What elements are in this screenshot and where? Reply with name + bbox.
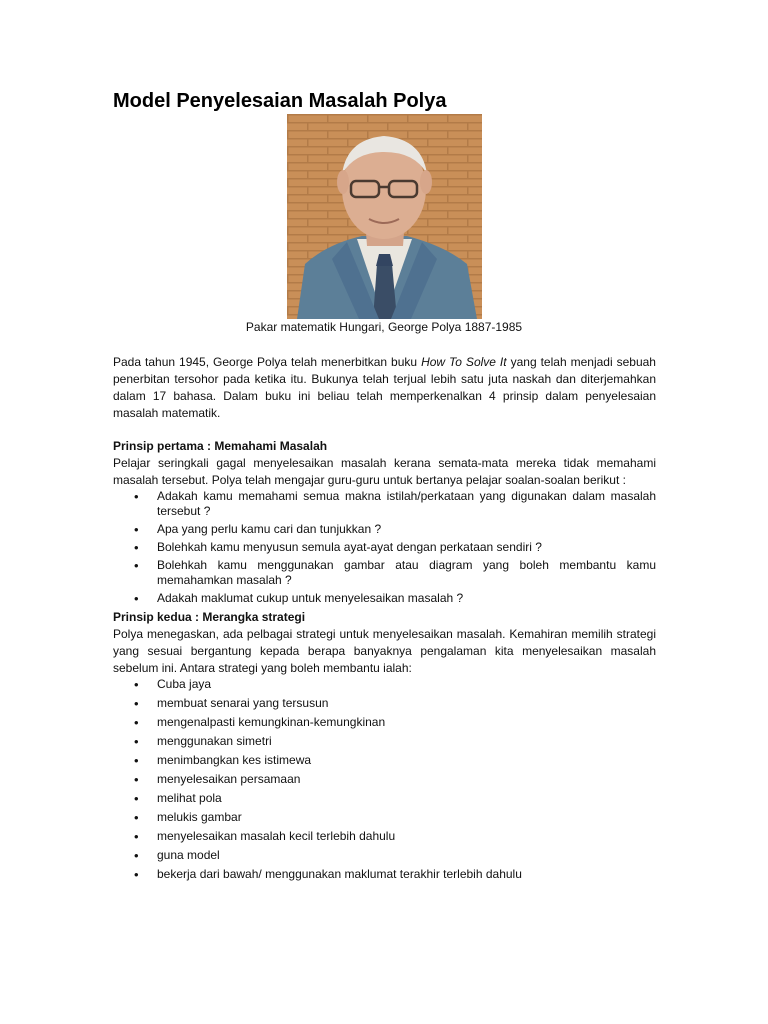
section1-text: Pelajar seringkali gagal menyelesaikan masalah kerana semata-mata mereka tidak memahami masalah tersebut. Polya telah mengajar guru-guru untuk bertanya pelajar soalan-soalan berikut : xyxy=(113,456,656,487)
list-item: • guna model xyxy=(157,848,656,863)
george-polya-portrait-image xyxy=(287,114,482,319)
list-item: • Bolehkah kamu menyusun semula ayat-ayat dengan perkataan sendiri ? xyxy=(157,540,656,555)
document-title: Model Penyelesaian Masalah Polya xyxy=(113,90,447,112)
list-item: • Apa yang perlu kamu cari dan tunjukkan ? xyxy=(157,522,656,537)
intro-text-end: yang telah menjadi sebuah penerbitan tersohor pada ketika itu. Bukunya telah terjual lebih satu juta naskah dan diterjemahkan dalam 17 bahasa. Dalam buku ini beliau telah memperkenalkan 4 prinsip dalam penyelesaian masalah matematik. xyxy=(113,355,656,420)
section2-strategy-list xyxy=(113,677,656,882)
list-item: • Cuba jaya xyxy=(157,677,656,692)
list-item: • membuat senarai yang tersusun xyxy=(157,696,656,711)
section1-heading: Prinsip pertama : Memahami Masalah xyxy=(113,439,328,453)
section2-text: Polya menegaskan, ada pelbagai strategi untuk menyelesaikan masalah. Kemahiran memilih strategi yang sesuai bergantung kepada berapa banyaknya pengalaman kita menyelesaikan masalah sebelum ini. Antara strategi yang boleh membantu ialah: xyxy=(113,627,656,675)
list-item: • menyelesaikan persamaan xyxy=(157,772,656,787)
document-body xyxy=(113,354,656,886)
photo-caption: Pakar matematik Hungari, George Polya 1887-1985 xyxy=(245,320,523,334)
intro-text-start: Pada tahun 1945, George Polya telah menerbitkan buku xyxy=(113,355,422,369)
portrait-photo xyxy=(287,114,482,319)
list-item: • menggunakan simetri xyxy=(157,734,656,749)
list-item: • melihat pola xyxy=(157,791,656,806)
list-item: • menyelesaikan masalah kecil terlebih dahulu xyxy=(157,829,656,844)
list-item: • menimbangkan kes istimewa xyxy=(157,753,656,768)
intro-paragraph xyxy=(113,354,656,422)
section2-heading: Prinsip kedua : Merangka strategi xyxy=(113,610,306,624)
section1-question-list xyxy=(113,489,656,606)
book-title: How To Solve It xyxy=(421,355,507,369)
list-item: • melukis gambar xyxy=(157,810,656,825)
list-item: • mengenalpasti kemungkinan-kemungkinan xyxy=(157,715,656,730)
list-item: • Adakah maklumat cukup untuk menyelesaikan masalah ? xyxy=(157,591,656,606)
list-item: • Adakah kamu memahami semua makna istilah/perkataan yang digunakan dalam masalah tersebut ? xyxy=(157,489,656,519)
list-item: • Bolehkah kamu menggunakan gambar atau diagram yang boleh membantu kamu memahamkan masalah ? xyxy=(157,558,656,588)
list-item: • bekerja dari bawah/ menggunakan maklumat terakhir terlebih dahulu xyxy=(157,867,656,882)
